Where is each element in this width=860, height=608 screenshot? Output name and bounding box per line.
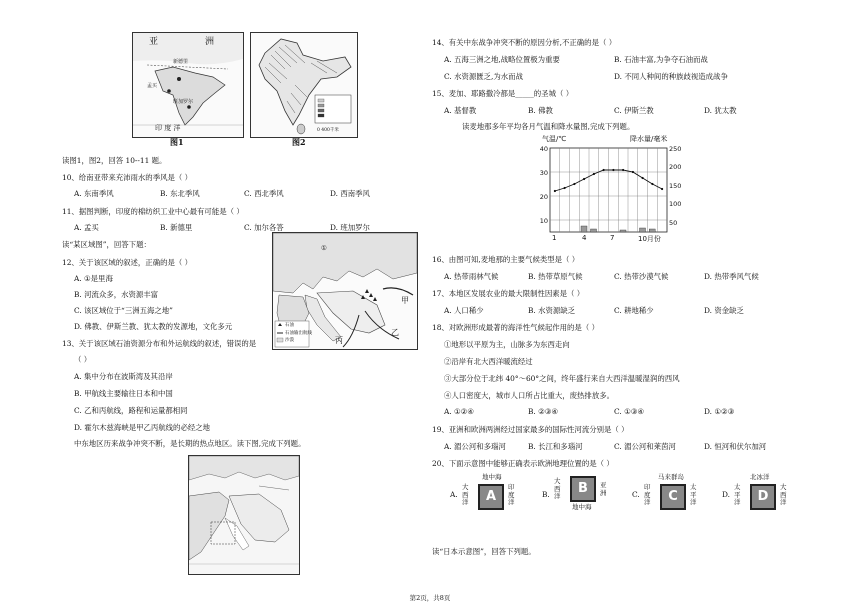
q18-option-b[interactable]: B. ②③④ [528, 407, 559, 416]
climate-chart [536, 134, 686, 246]
q16-option-c[interactable]: C. 热带沙漠气候 [614, 272, 669, 281]
fig2-scale: 0 400千米 [317, 128, 339, 133]
q11-stem: 11、据图判断，印度的棉纺织工业中心最有可能是（ ） [62, 207, 244, 216]
q13-stem: 13、关于该区域石油资源分布和外运航线的叙述，错误的是 [62, 339, 257, 348]
q18-stem: 18、对欧洲形成最著的海洋性气候起作用的是（ ） [432, 323, 599, 332]
q15-stem: 15、麦加、耶路撒冷都是_____的圣城（ ） [432, 89, 574, 98]
q20-c-left: 印 度 洋 [644, 483, 651, 506]
q19-option-a[interactable]: A. 湄公河和多瑙河 [444, 442, 506, 451]
q18-option-c[interactable]: C. ①③④ [614, 407, 644, 416]
q20-c-letter: C. [632, 490, 640, 499]
legend-oil: 石油 [285, 323, 294, 328]
q10-stem: 10、给南亚带来充沛雨水的季风是（ ） [62, 173, 193, 182]
region-map-label-bing: 丙 [335, 336, 343, 345]
q11-option-a[interactable]: A. 孟买 [74, 223, 99, 232]
q14-option-a[interactable]: A. 五海三洲之地,战略位置极为重要 [444, 55, 560, 64]
q10-option-a[interactable]: A. 东南季风 [74, 189, 114, 198]
q17-stem: 17、本地区发展农业的最大限制性因素是（ ） [432, 289, 585, 298]
figure2-caption: 图2 [292, 137, 306, 147]
q20-a-right: 印 度 洋 [508, 483, 515, 506]
climate-month-4: 4 [582, 234, 587, 242]
q12-option-a[interactable]: A. ①是里海 [74, 274, 113, 283]
intro-14-15: 中东地区历来战争冲突不断，是长期的热点地区。读下图,完成下列题。 [74, 439, 306, 448]
climate-month-7: 7 [610, 234, 615, 242]
q18-item-2: ②沿岸有北大西洋暖流经过 [444, 357, 533, 366]
q20-a-box: A [478, 484, 504, 510]
q16-option-a[interactable]: A. 热带雨林气候 [444, 272, 499, 281]
q15-option-a[interactable]: A. 基督教 [444, 106, 477, 115]
svg-text:10: 10 [539, 217, 548, 225]
fig1-label-xindeli: 新德里 [173, 59, 189, 65]
q12-option-b[interactable]: B. 河流众多，水资源丰富 [74, 290, 159, 299]
q20-d-box: D [750, 484, 776, 510]
region-map-label-jia: 甲 [401, 296, 409, 305]
q15-option-b[interactable]: B. 佛教 [528, 106, 553, 115]
intro-japan: 读“日本示意图”，回答下列题。 [432, 547, 536, 556]
q20-b-left: 大 西 洋 [554, 477, 561, 500]
q20-c-right: 太 平 洋 [690, 483, 697, 506]
q18-option-a[interactable]: A. ①②④ [444, 407, 474, 416]
q10-option-d[interactable]: D. 西南季风 [330, 189, 370, 198]
q17-option-b[interactable]: B. 水资源缺乏 [528, 306, 576, 315]
q14-option-c[interactable]: C. 水资源匮乏,为水而战 [444, 72, 523, 81]
q20-d-right: 大 西 洋 [780, 483, 787, 506]
fig1-label-mengmai: 孟买 [147, 83, 158, 89]
climate-month-1: 1 [552, 234, 557, 242]
q20-d-left: 太 平 洋 [734, 483, 741, 506]
legend-route: 石油输出航线 [285, 331, 312, 336]
q18-item-3: ③大部分位于北纬 40°～60°之间，终年盛行来自大西洋温暖湿润的西风 [444, 374, 680, 383]
q19-option-b[interactable]: B. 长江和多瑙河 [528, 442, 583, 451]
intro-10-11: 读图1，图2，回答 10--11 题。 [62, 156, 167, 165]
q20-b-right: 亚 洲 [600, 481, 607, 497]
q12-stem: 12、关于该区域的叙述，正确的是（ ） [62, 258, 193, 267]
svg-text:30: 30 [539, 169, 548, 177]
q20-a-top: 地中海 [482, 473, 502, 481]
fig1-label-bangalore: 班加罗尔 [173, 99, 194, 105]
q14-stem: 14、有关中东战争冲突不断的原因分析,不正确的是（ ） [432, 38, 617, 47]
climate-precip-label: 降水量/毫米 [630, 135, 668, 143]
q20-b-bottom: 地中海 [572, 503, 592, 511]
q20-d-letter: D. [722, 490, 731, 499]
q20-b-box: B [570, 476, 596, 502]
legend-desert: 沙漠 [285, 338, 294, 343]
svg-text:40: 40 [539, 145, 548, 153]
q14-option-d[interactable]: D. 不同人种间的种族歧视造成战争 [614, 72, 728, 81]
q20-d-top: 北冰洋 [750, 473, 770, 481]
q20-option-b[interactable] [542, 474, 626, 518]
intro-16-17: 读麦地那多年平均各月气温和降水量图,完成下列题。 [462, 122, 635, 131]
q12-option-d[interactable]: D. 佛教、伊斯兰教、犹太教的发源地，文化多元 [74, 322, 233, 331]
q20-a-letter: A. [450, 490, 458, 499]
q13-option-b[interactable]: B. 甲航线主要输往日本和中国 [74, 389, 173, 398]
q19-option-d[interactable]: D. 恒河和伏尔加河 [704, 442, 767, 451]
q16-stem: 16、由图可知,麦地那的主要气候类型是（ ） [432, 255, 580, 264]
q17-option-c[interactable]: C. 耕地稀少 [614, 306, 654, 315]
q20-option-d[interactable] [722, 474, 792, 518]
q16-option-d[interactable]: D. 热带季风气候 [704, 272, 759, 281]
fig1-label-zhou: 洲 [205, 37, 215, 47]
q17-option-a[interactable]: A. 人口稀少 [444, 306, 484, 315]
q10-option-b[interactable]: B. 东北季风 [160, 189, 200, 198]
q14-option-b[interactable]: B. 石油丰富,为争夺石油而战 [614, 55, 708, 64]
q19-option-c[interactable]: C. 湄公河和莱茵河 [614, 442, 676, 451]
climate-month-10: 10月份 [638, 235, 661, 243]
q13-paren: （ ） [74, 355, 92, 364]
q20-stem: 20、下面示意图中能够正确表示欧洲地理位置的是（ ） [432, 459, 614, 468]
q11-option-d[interactable]: D. 班加罗尔 [330, 223, 370, 232]
q15-option-c[interactable]: C. 伊斯兰教 [614, 106, 654, 115]
q19-stem: 19、亚洲和欧洲两洲经过国家最多的国际性河流分别是（ ） [432, 425, 629, 434]
q11-option-c[interactable]: C. 加尔各答 [244, 223, 284, 232]
svg-text:20: 20 [539, 193, 548, 201]
q18-option-d[interactable]: D. ①②③ [704, 407, 735, 416]
region-map-label-1: ① [321, 244, 327, 252]
q13-option-c[interactable]: C. 乙和丙航线，路程和运量都相同 [74, 406, 188, 415]
fig1-label-asia: 亚 [149, 37, 159, 47]
q16-option-b[interactable]: B. 热带草原气候 [528, 272, 583, 281]
svg-text:200: 200 [669, 163, 682, 171]
q17-option-d[interactable]: D. 资金缺乏 [704, 306, 744, 315]
q18-item-4: ④人口密度大，城市人口所占比重大，废热排放多。 [444, 391, 614, 400]
q10-option-c[interactable]: C. 西北季风 [244, 189, 284, 198]
fig1-label-indian-ocean: 印 度 洋 [155, 124, 181, 132]
q13-option-a[interactable]: A. 集中分布在波斯湾及其沿岸 [74, 372, 173, 381]
q18-item-1: ①地形以平原为主，山脉多为东西走向 [444, 340, 570, 349]
q12-option-c[interactable]: C. 该区域位于“三洲五海之地” [74, 306, 173, 315]
q20-c-box: C [660, 484, 686, 510]
intro-12-13: 读“某区域图”，回答下题： [62, 240, 151, 249]
q20-a-left: 大 西 洋 [462, 483, 469, 506]
page-footer: 第2页，共8页 [409, 594, 451, 602]
q20-b-letter: B. [542, 490, 550, 499]
svg-text:250: 250 [669, 145, 682, 153]
q20-option-c[interactable] [632, 474, 716, 518]
middle-east-map [188, 455, 300, 575]
q20-option-a[interactable] [450, 474, 534, 518]
q11-option-b[interactable]: B. 新德里 [160, 223, 193, 232]
region-map-label-yi: 乙 [391, 328, 399, 337]
svg-text:150: 150 [669, 182, 682, 190]
climate-temp-label: 气温/℃ [542, 135, 567, 143]
svg-text:50: 50 [669, 219, 678, 227]
region-map [272, 232, 418, 350]
figure1-caption: 图1 [170, 137, 184, 147]
figure1-south-asia-map [132, 32, 244, 138]
q20-c-top: 马来群岛 [658, 473, 684, 481]
q15-option-d[interactable]: D. 犹太教 [704, 106, 737, 115]
figure2-india-map [250, 32, 358, 138]
svg-text:100: 100 [669, 200, 682, 208]
q13-option-d[interactable]: D. 霍尔木兹海峡是甲乙丙航线的必经之地 [74, 423, 211, 432]
